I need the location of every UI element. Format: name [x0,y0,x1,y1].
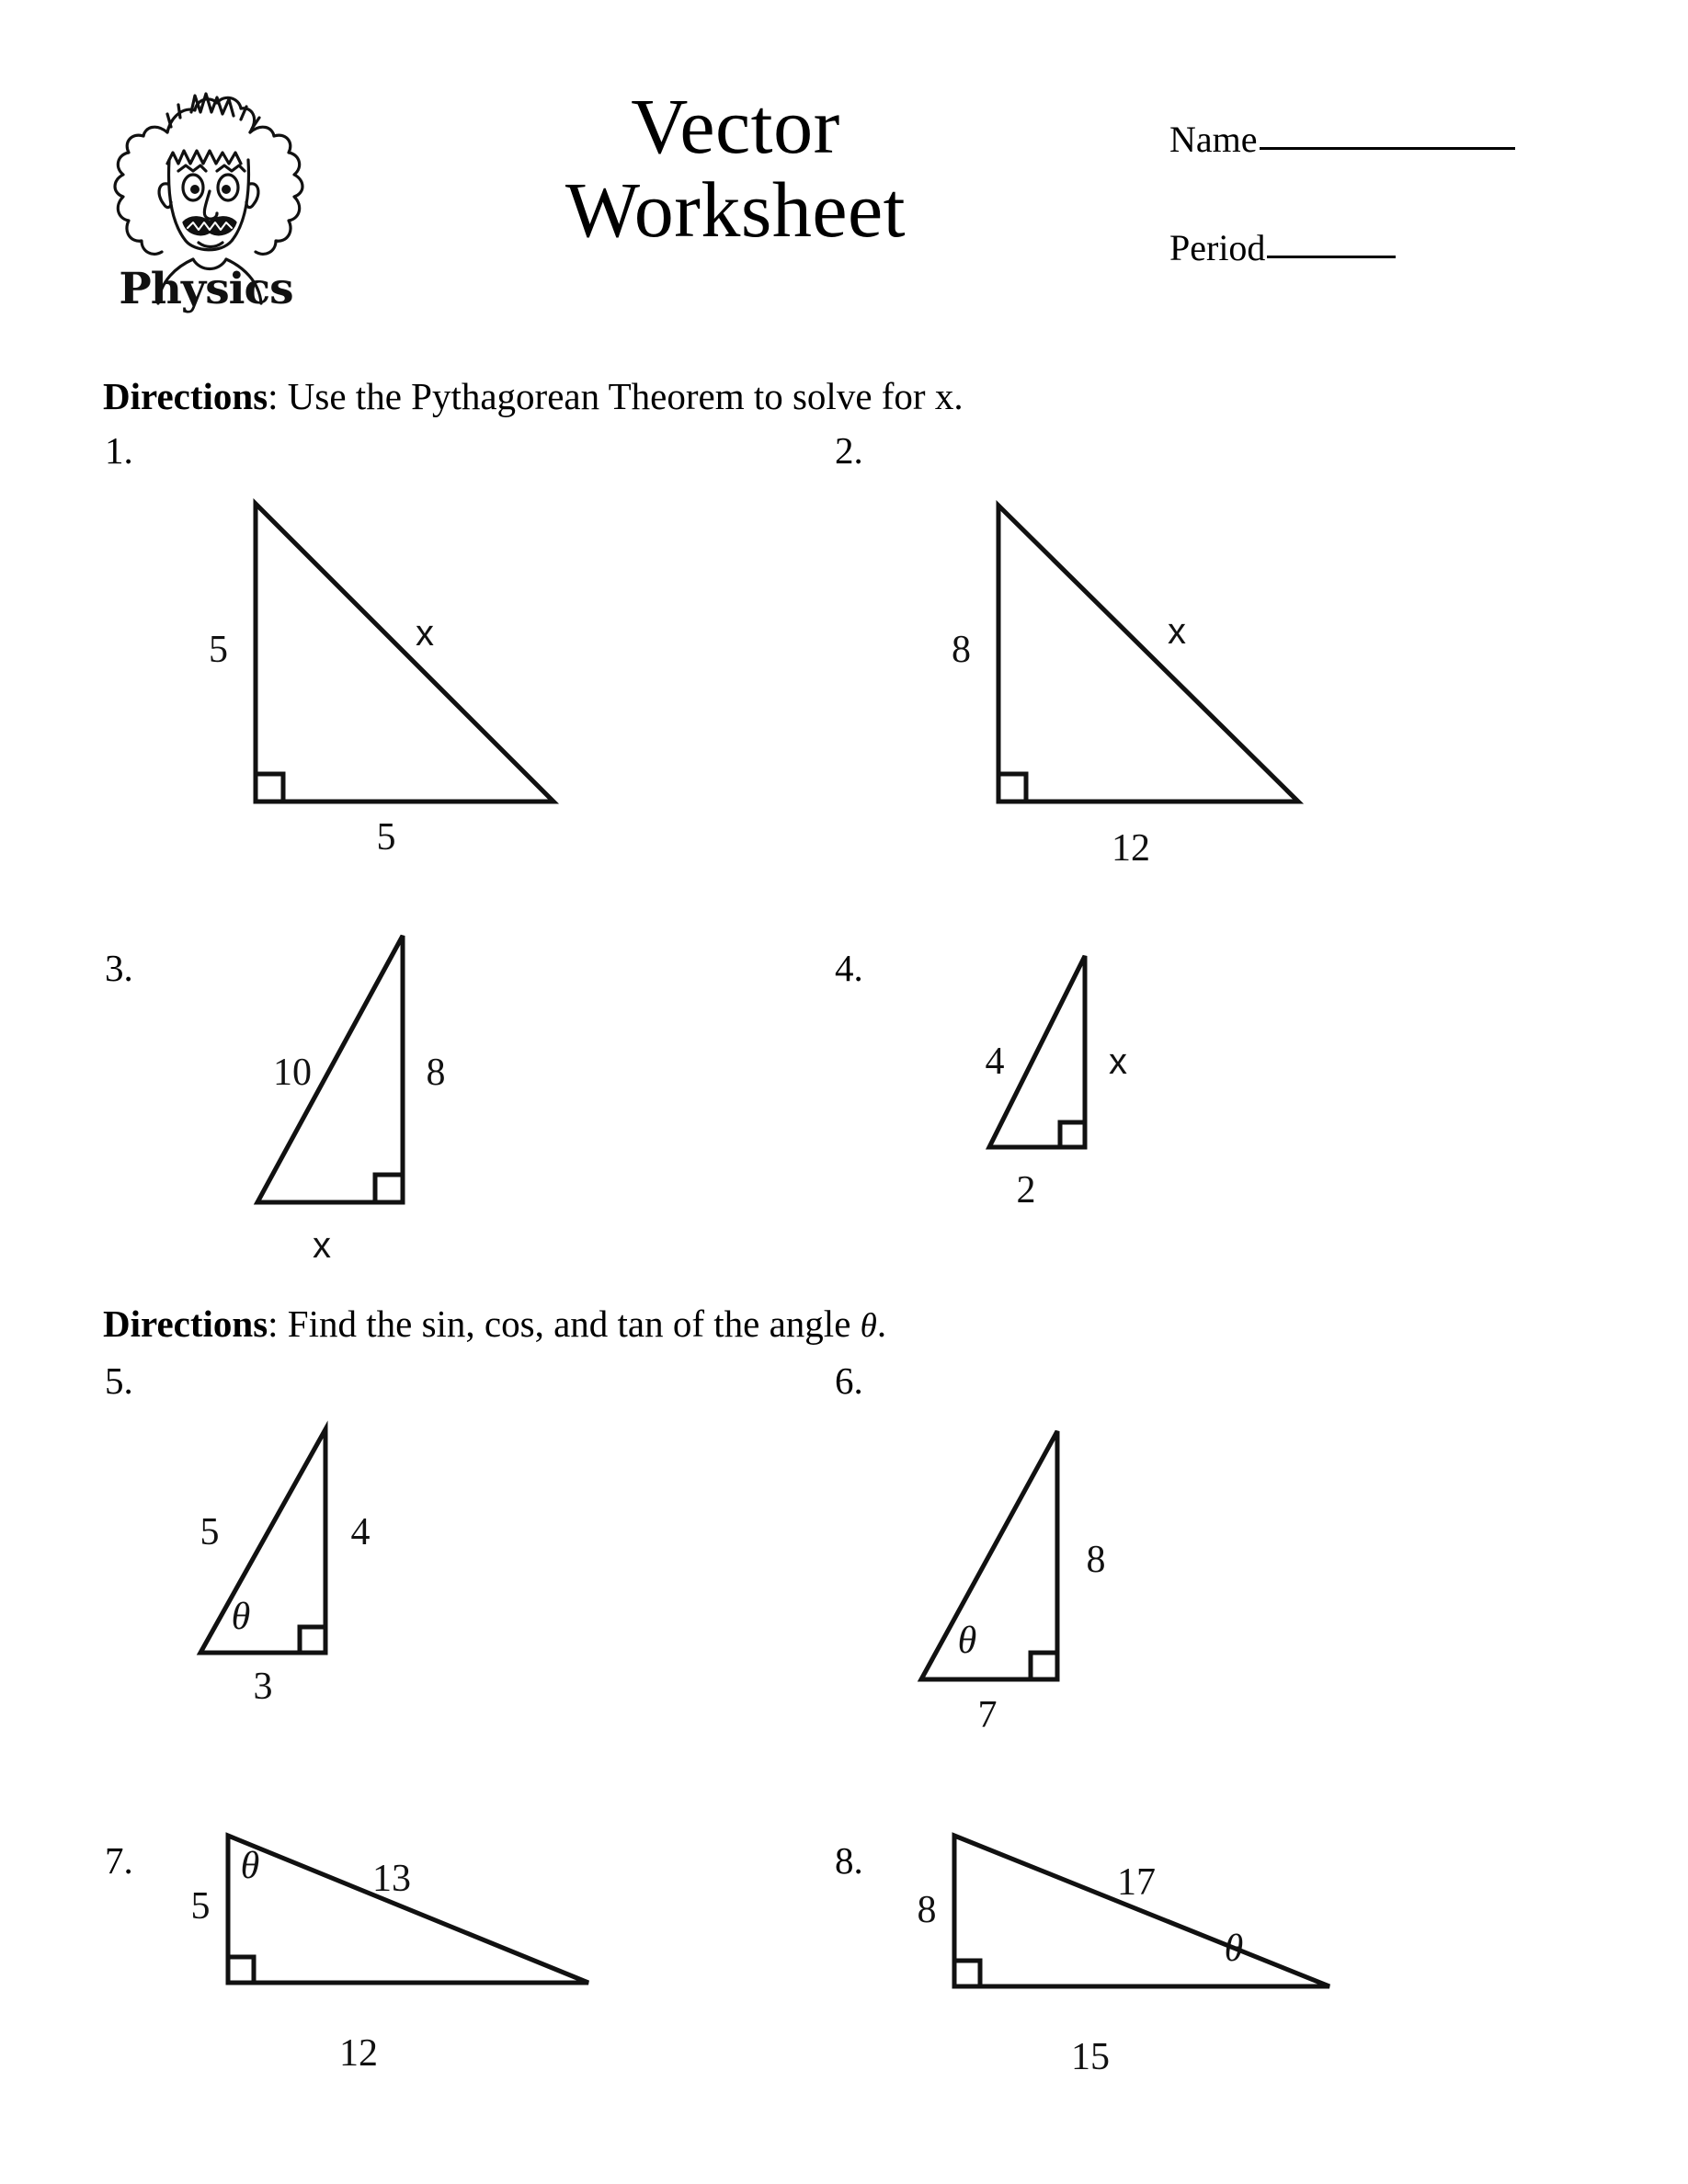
right-angle-marker-2 [998,774,1026,802]
problem-number-7: 7. [105,1839,133,1882]
triangle-outline-1 [256,504,553,802]
angle-label-theta-5: θ [231,1596,251,1638]
side-label-bottom-7: 12 [339,2032,378,2075]
side-label-left-2: 8 [952,629,971,671]
side-label-right-4: x [1109,1041,1127,1082]
logo-wordmark: Physics [119,264,293,314]
directions-pythagorean [103,374,964,418]
directions-trig [103,1302,886,1346]
problem-number-2: 2. [835,429,863,472]
side-label-hyp-3: 10 [273,1052,312,1094]
period-field-row[interactable] [1169,226,1396,269]
problem-number-1: 1. [105,429,133,472]
title-line-2: Worksheet [565,165,907,255]
triangle-outline-2 [998,506,1298,802]
side-label-bottom-4: 2 [1016,1169,1036,1211]
side-label-hyp-8: 17 [1117,1861,1156,1904]
side-label-hyp-4: 4 [985,1041,1005,1083]
side-label-bottom-5: 3 [253,1666,273,1708]
triangle-figure-2 [901,478,1416,873]
angle-label-theta-6: θ [957,1620,977,1662]
right-angle-marker-1 [256,774,283,802]
period-blank-line[interactable] [1267,256,1396,258]
side-label-bottom-3: x [313,1225,331,1266]
side-label-right-3: 8 [426,1052,446,1094]
side-label-hyp-1: x [416,613,434,654]
triangle-figure-5 [156,1388,469,1708]
physics-einstein-logo [103,75,314,328]
directions-label-2: Directions [103,1302,268,1345]
angle-label-theta-7: θ [240,1845,260,1887]
triangle-figure-1 [138,478,616,864]
right-angle-marker-8 [954,1961,980,1986]
directions-label-1: Directions [103,375,268,417]
problem-number-5: 5. [105,1359,133,1402]
directions-text-2a: : Find the sin, cos, and tan of the angle [268,1302,861,1345]
right-angle-marker-7 [228,1957,254,1983]
triangle-figure-4 [938,919,1241,1223]
side-label-bottom-6: 7 [977,1694,998,1736]
side-label-left-7: 5 [190,1885,211,1928]
right-angle-marker-3 [375,1175,403,1202]
side-label-bottom-2: 12 [1112,827,1150,870]
theta-symbol-inline: θ [860,1307,877,1345]
triangle-figure-7 [184,1815,662,2091]
triangle-figure-3 [202,910,598,1287]
problem-number-8: 8. [835,1839,863,1882]
name-blank-line[interactable] [1260,147,1515,150]
angle-label-theta-8: θ [1224,1928,1244,1970]
directions-text-2b: . [876,1302,887,1345]
right-angle-marker-5 [300,1627,325,1653]
side-label-hyp-5: 5 [200,1511,220,1553]
side-label-right-5: 4 [350,1511,371,1553]
side-label-right-6: 8 [1086,1539,1106,1581]
period-label: Period [1169,227,1266,268]
triangle-figure-6 [873,1383,1260,1751]
name-label: Name [1169,119,1258,160]
problem-number-6: 6. [835,1359,863,1402]
side-label-bottom-1: 5 [376,816,396,859]
triangle-outline-8 [954,1836,1329,1986]
side-label-bottom-8: 15 [1071,2036,1110,2078]
side-label-left-1: 5 [209,629,228,671]
side-label-hyp-2: x [1168,611,1186,652]
page-title [395,82,1076,255]
problem-number-4: 4. [835,947,863,989]
name-field-row[interactable] [1169,118,1515,161]
triangle-outline-6 [921,1431,1057,1679]
right-angle-marker-6 [1031,1653,1057,1679]
directions-text-1: : Use the Pythagorean Theorem to solve for x. [268,375,964,417]
side-label-hyp-7: 13 [372,1858,411,1900]
problem-number-3: 3. [105,947,133,989]
title-line-1: Vector [631,82,840,170]
triangle-figure-8 [910,1815,1425,2091]
right-angle-marker-4 [1060,1122,1085,1147]
side-label-left-8: 8 [917,1889,937,1931]
